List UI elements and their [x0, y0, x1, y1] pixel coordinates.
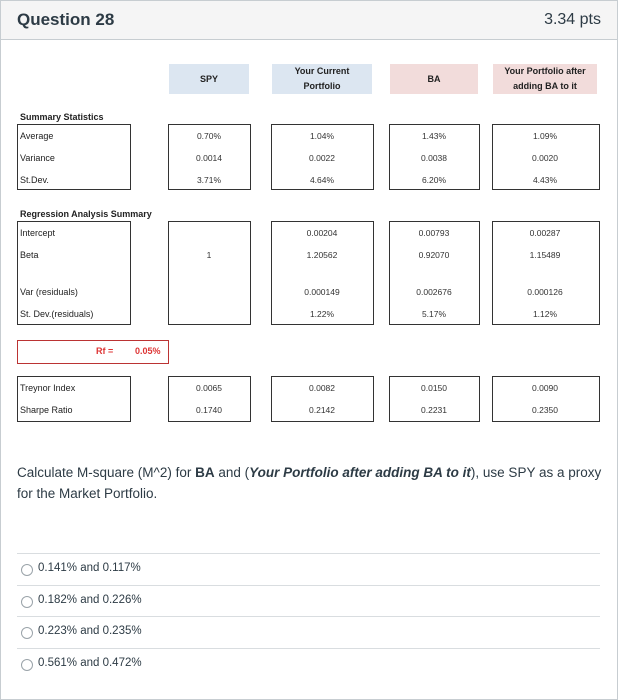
- summary-value: 3.71%: [196, 175, 222, 185]
- summary-value: 4.43%: [532, 175, 558, 185]
- answer-option-label[interactable]: 0.561% and 0.472%: [38, 657, 142, 669]
- label-stdev-residuals: St. Dev.(residuals): [20, 309, 94, 319]
- label-variance: Variance: [20, 153, 55, 163]
- question-text-part: Calculate M-square (M^2) for: [17, 465, 196, 480]
- summary-statistics-title: Summary Statistics: [20, 112, 104, 122]
- label-beta: Beta: [20, 250, 39, 260]
- regression-value: 1.22%: [309, 309, 335, 319]
- summary-value: 4.64%: [309, 175, 335, 185]
- regression-spy-box: [168, 221, 251, 325]
- summary-value: 0.0020: [532, 153, 558, 163]
- radio-button[interactable]: [21, 627, 33, 639]
- column-header-label: SPY: [199, 73, 218, 84]
- regression-value: 1.12%: [532, 309, 558, 319]
- question-header: [1, 1, 617, 40]
- regression-value: 0.00287: [529, 228, 561, 238]
- summary-value: 6.20%: [421, 175, 447, 185]
- risk-free-rate-label: Rf =: [96, 346, 114, 356]
- answer-option-label[interactable]: 0.141% and 0.117%: [38, 562, 141, 574]
- label-sharpe-ratio: Sharpe Ratio: [20, 405, 73, 415]
- radio-button[interactable]: [21, 596, 33, 608]
- regression-value: 0.002676: [416, 287, 452, 297]
- column-header-ba: [390, 64, 478, 94]
- summary-value: 0.70%: [196, 131, 222, 141]
- regression-value: 0.000126: [527, 287, 563, 297]
- summary-value: 1.04%: [309, 131, 335, 141]
- question-text-part: ), use SPY as a proxy for the Market Portfolio.: [17, 465, 602, 501]
- risk-free-rate-value: 0.05%: [135, 346, 161, 356]
- summary-value: 0.0022: [309, 153, 335, 163]
- regression-value: 0.92070: [418, 250, 450, 260]
- label-var-residuals: Var (residuals): [20, 287, 78, 297]
- regression-value: 1.15489: [529, 250, 561, 260]
- question-text-bold-italic: Your Portfolio after adding BA to it: [249, 465, 471, 480]
- ratio-value: 0.2142: [309, 405, 335, 415]
- radio-button[interactable]: [21, 564, 33, 576]
- answer-option-label[interactable]: 0.182% and 0.226%: [38, 594, 142, 606]
- ratio-value: 0.2231: [421, 405, 447, 415]
- points-label: 3.34 pts: [544, 11, 601, 28]
- question-text: [17, 462, 607, 504]
- question-title: Question 28: [17, 10, 115, 29]
- regression-value: 1.20562: [306, 250, 338, 260]
- column-header-label: adding BA to it: [513, 81, 577, 91]
- label-treynor-index: Treynor Index: [20, 383, 76, 393]
- column-header-label: Your Portfolio after: [504, 66, 586, 76]
- summary-value: 0.0014: [196, 153, 222, 163]
- label-intercept: Intercept: [20, 228, 56, 238]
- summary-value: 1.43%: [421, 131, 447, 141]
- summary-value: 1.09%: [532, 131, 558, 141]
- regression-value: 0.00204: [306, 228, 338, 238]
- ratio-value: 0.0150: [421, 383, 447, 393]
- regression-value: 1: [206, 250, 212, 260]
- ratio-value: 0.0082: [309, 383, 335, 393]
- column-header-label: BA: [427, 73, 441, 84]
- radio-button[interactable]: [21, 659, 33, 671]
- question-text-bold: BA: [195, 465, 215, 480]
- regression-summary-title: Regression Analysis Summary: [20, 209, 152, 219]
- column-header-label: Portfolio: [303, 81, 341, 91]
- ratio-value: 0.0065: [196, 383, 222, 393]
- regression-value: 5.17%: [421, 309, 447, 319]
- ratio-value: 0.0090: [532, 383, 558, 393]
- label-average: Average: [20, 131, 54, 141]
- summary-value: 0.0038: [421, 153, 447, 163]
- question-text-part: and (: [214, 465, 250, 480]
- answer-option[interactable]: [17, 553, 600, 585]
- column-header-label: Your Current: [294, 66, 350, 76]
- column-header-spy: [169, 64, 249, 94]
- regression-value: 0.00793: [418, 228, 450, 238]
- answer-option[interactable]: [17, 616, 600, 648]
- column-header-portfolio-after-ba: [493, 64, 597, 94]
- answer-option[interactable]: [17, 648, 600, 680]
- column-header-current-portfolio: [272, 64, 372, 94]
- answer-option-label[interactable]: 0.223% and 0.235%: [38, 625, 142, 637]
- ratio-value: 0.2350: [532, 405, 558, 415]
- answer-option[interactable]: [17, 585, 600, 617]
- label-stdev: St.Dev.: [20, 175, 49, 185]
- ratio-value: 0.1740: [196, 405, 222, 415]
- regression-value: 0.000149: [304, 287, 340, 297]
